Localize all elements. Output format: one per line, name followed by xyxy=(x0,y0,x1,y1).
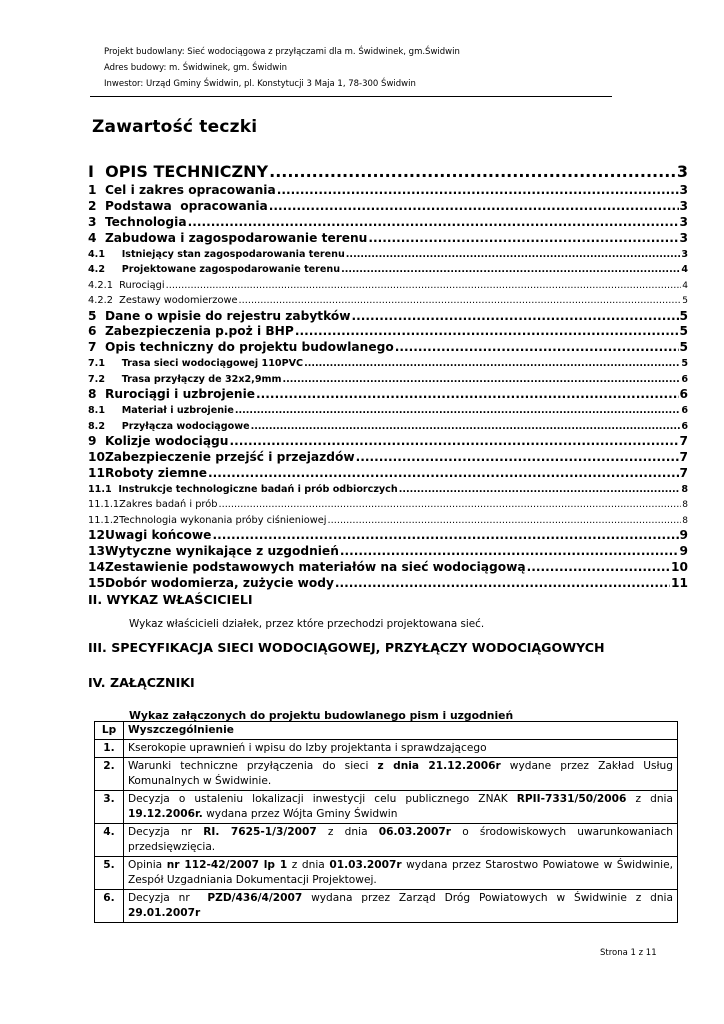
description-text-part: Opinia xyxy=(128,859,167,871)
description-text-part: z dnia xyxy=(316,826,379,838)
toc-entry xyxy=(88,215,688,231)
toc-entry-label: 10Zabezpieczenie przejść i przejazdów xyxy=(88,450,355,465)
page-number-footer: Strona 1 z 11 xyxy=(600,948,657,958)
row-description xyxy=(124,758,678,791)
toc-entry xyxy=(88,560,688,576)
toc-dot-leader xyxy=(340,544,679,560)
toc-entry-label: 15Dobór wodomierza, zużycie wody xyxy=(88,575,334,590)
row-description xyxy=(124,791,678,824)
toc-entry xyxy=(88,513,688,529)
toc-entry-page: 5 xyxy=(681,358,688,370)
toc-entry-page: 3 xyxy=(679,198,688,213)
toc-dot-leader xyxy=(341,262,680,278)
toc-dot-leader xyxy=(269,161,676,183)
header-address-line: Adres budowy: m. Świdwinek, gm. Świdwin xyxy=(104,63,287,73)
description-text-part: Kserokopie uprawnień i wpisu do Izby projektanta i sprawdzającego xyxy=(128,742,487,754)
toc-entry xyxy=(88,161,688,183)
table-row xyxy=(95,758,678,791)
toc-entry-label: 11.1.1Zakres badań i prób xyxy=(88,499,218,511)
row-description xyxy=(124,824,678,857)
toc-entry-label: 12Uwagi końcowe xyxy=(88,528,212,543)
toc-dot-leader xyxy=(277,183,679,199)
toc-entry-label: 8.1 Materiał i uzbrojenie xyxy=(88,405,234,417)
toc-entry xyxy=(88,434,688,450)
toc-entry-page: 5 xyxy=(679,308,688,323)
toc-dot-leader xyxy=(235,403,680,419)
row-number: 5. xyxy=(95,857,124,890)
toc-entry xyxy=(88,231,688,247)
description-bold-part: z dnia 21.12.2006r xyxy=(377,760,501,772)
attachments-header-row xyxy=(95,722,678,740)
toc-entry xyxy=(88,372,688,388)
row-description xyxy=(124,740,678,758)
description-text-part: z dnia xyxy=(287,859,330,871)
toc-entry-label: 6 Zabezpieczenia p.poż i BHP xyxy=(88,324,294,339)
toc-entry-label: 2 Podstawa opracowania xyxy=(88,198,268,213)
toc-entry-label: 8.2 Przyłącza wodociągowe xyxy=(88,420,250,432)
description-text-part: Decyzja nr xyxy=(128,826,204,838)
toc-dot-leader xyxy=(295,324,679,340)
toc-entry xyxy=(88,403,688,419)
toc-entry-page: 7 xyxy=(679,450,688,465)
toc-dot-leader xyxy=(208,466,679,482)
toc-dot-leader xyxy=(346,247,681,263)
toc-entry xyxy=(88,199,688,215)
toc-entry-page: 5 xyxy=(679,324,688,339)
toc-entry-label: 11.1 Instrukcje technologiczne badań i prób odbiorczych xyxy=(88,483,398,495)
toc-entry-label: 4.2.1 Rurociągi xyxy=(88,279,165,291)
toc-dot-leader xyxy=(527,560,670,576)
toc-entry-label: 4.2.2 Zestawy wodomierzowe xyxy=(88,295,238,307)
toc-dot-leader xyxy=(335,576,670,592)
column-header-description: Wyszczególnienie xyxy=(124,722,678,740)
toc-entry-page: 5 xyxy=(679,340,688,355)
toc-entry-label: 1 Cel i zakres opracowania xyxy=(88,183,276,197)
description-text-part: o środowiskowych uwarunkowaniach przedsięwzięcia. xyxy=(128,826,677,853)
page-title: Zawartość teczki xyxy=(92,117,258,137)
description-bold-part: 01.03.2007r xyxy=(329,859,402,871)
toc-dot-leader xyxy=(251,419,681,435)
toc-entry-page: 3 xyxy=(679,183,688,197)
row-description xyxy=(124,890,678,923)
toc-entry-label: 7 Opis techniczny do projektu budowlanego xyxy=(88,340,394,355)
toc-entry xyxy=(88,528,688,544)
table-row xyxy=(95,824,678,857)
toc-entry-label: 4.2 Projektowane zagospodarowanie terenu xyxy=(88,264,341,276)
description-bold-part: 29.01.2007r xyxy=(128,907,201,919)
toc-dot-leader xyxy=(188,215,679,231)
toc-entry-label: 8 Rurociągi i uzbrojenie xyxy=(88,387,256,402)
toc-entry-page: 4 xyxy=(682,280,688,291)
description-bold-part: 19.12.2006r. xyxy=(128,808,203,820)
toc-entry-page: 7 xyxy=(679,434,688,449)
toc-entry xyxy=(88,482,688,498)
description-bold-part: RPII-7331/50/2006 xyxy=(516,793,627,805)
description-text-part: Warunki techniczne przyłączenia do sieci xyxy=(128,760,378,772)
toc-entry-page: 5 xyxy=(682,296,688,307)
toc-entry xyxy=(88,340,688,356)
toc-entry-page: 8 xyxy=(682,500,688,511)
row-number: 3. xyxy=(95,791,124,824)
toc-entry-label: 7.1 Trasa sieci wodociągowej 110PVC xyxy=(88,358,304,370)
toc-entry xyxy=(88,183,688,199)
column-header-lp: Lp xyxy=(95,722,124,740)
section-owners-heading: II. WYKAZ WŁAŚCICIELI xyxy=(88,592,253,607)
description-bold-part: nr 112-42/2007 lp 1 xyxy=(166,859,288,871)
toc-entry-label: 9 Kolizje wodociągu xyxy=(88,434,229,449)
page-header xyxy=(104,44,460,92)
toc-dot-leader xyxy=(212,528,678,544)
section-attachments-heading: IV. ZAŁĄCZNIKI xyxy=(88,675,195,690)
toc-entry xyxy=(88,419,688,435)
description-text-part: Decyzja o ustaleniu lokalizacji inwestycji celu publicznego ZNAK xyxy=(128,793,517,805)
description-text-part: wydana przez Wójta Gminy Świdwin xyxy=(202,808,398,820)
section-specification-heading: III. SPECYFIKACJA SIECI WODOCIĄGOWEJ, PRZYŁĄCZY WODOCIĄGOWYCH xyxy=(88,640,605,655)
toc-entry xyxy=(88,278,688,294)
toc-entry-label: 3 Technologia xyxy=(88,214,187,229)
toc-entry xyxy=(88,324,688,340)
toc-entry-label: I OPIS TECHNICZNY xyxy=(88,162,269,181)
toc-dot-leader xyxy=(166,278,682,294)
toc-entry-page: 6 xyxy=(681,405,688,417)
attachments-table-title: Wykaz załączonych do projektu budowlanego pism i uzgodnień xyxy=(129,709,514,722)
toc-entry-label: 7.2 Trasa przyłączy de 32x2,9mm xyxy=(88,373,282,385)
toc-dot-leader xyxy=(229,434,678,450)
toc-entry-page: 8 xyxy=(682,515,688,526)
description-text-part: z dnia xyxy=(626,793,677,805)
toc-entry-page: 6 xyxy=(681,373,688,385)
toc-entry-label: 13Wytyczne wynikające z uzgodnień xyxy=(88,544,339,559)
toc-dot-leader xyxy=(269,199,679,215)
toc-dot-leader xyxy=(368,231,678,247)
toc-dot-leader xyxy=(283,372,681,388)
table-row xyxy=(95,857,678,890)
toc-entry-page: 3 xyxy=(681,248,688,260)
toc-entry-page: 6 xyxy=(679,387,688,402)
toc-entry-label: 14Zestawienie podstawowych materiałów na sieć wodociągową xyxy=(88,560,526,575)
toc-entry-page: 11 xyxy=(671,575,688,590)
toc-entry-page: 3 xyxy=(679,230,688,245)
toc-entry-page: 7 xyxy=(679,465,688,480)
toc-entry-page: 9 xyxy=(679,544,688,559)
toc-entry-page: 8 xyxy=(681,483,688,495)
toc-dot-leader xyxy=(238,293,681,309)
table-of-contents xyxy=(88,161,688,592)
attachments-table xyxy=(94,721,678,923)
toc-dot-leader xyxy=(256,387,678,403)
toc-dot-leader xyxy=(218,497,681,513)
toc-entry-label: 4 Zabudowa i zagospodarowanie terenu xyxy=(88,230,368,245)
toc-entry xyxy=(88,466,688,482)
toc-dot-leader xyxy=(399,482,681,498)
toc-entry xyxy=(88,262,688,278)
description-bold-part: PZD/436/4/2007 xyxy=(207,892,303,904)
row-number: 2. xyxy=(95,758,124,791)
section-owners-description: Wykaz właścicieli działek, przez które przechodzi projektowana sieć. xyxy=(129,618,485,630)
toc-entry-page: 3 xyxy=(676,162,688,181)
table-row xyxy=(95,740,678,758)
header-investor-line: Inwestor: Urząd Gminy Świdwin, pl. Konstytucji 3 Maja 1, 78-300 Świdwin xyxy=(104,79,416,89)
toc-entry-page: 3 xyxy=(679,214,688,229)
toc-dot-leader xyxy=(356,450,679,466)
toc-entry xyxy=(88,293,688,309)
row-description xyxy=(124,857,678,890)
toc-dot-leader xyxy=(327,513,681,529)
description-text-part: wydana przez Starostwo Powiatowe w Świdwinie, Zespół Uzgadniania Dokumentacji Projektowej. xyxy=(128,859,677,886)
description-text-part: wydana przez Zarząd Dróg Powiatowych w Świdwinie z dnia xyxy=(302,892,677,904)
toc-entry-label: 5 Dane o wpisie do rejestru zabytków xyxy=(88,308,351,323)
header-project-line: Projekt budowlany: Sieć wodociągowa z przyłączami dla m. Świdwinek, gm.Świdwin xyxy=(104,47,460,57)
toc-entry-page: 9 xyxy=(679,528,688,543)
description-bold-part: 06.03.2007r xyxy=(378,826,452,838)
toc-entry xyxy=(88,544,688,560)
description-text-part: wydane przez Zakład Usług Komunalnych w Świdwinie. xyxy=(128,760,677,787)
toc-entry xyxy=(88,450,688,466)
description-text-part: Decyzja nr xyxy=(128,892,208,904)
row-number: 6. xyxy=(95,890,124,923)
row-number: 4. xyxy=(95,824,124,857)
toc-dot-leader xyxy=(352,309,679,325)
toc-entry-page: 10 xyxy=(671,560,688,575)
toc-entry xyxy=(88,497,688,513)
description-bold-part: RI. 7625-1/3/2007 xyxy=(203,826,317,838)
toc-entry-label: 11.1.2Technologia wykonania próby ciśnieniowej xyxy=(88,514,327,526)
row-number: 1. xyxy=(95,740,124,758)
table-row xyxy=(95,890,678,923)
toc-dot-leader xyxy=(304,356,680,372)
toc-entry xyxy=(88,576,688,592)
table-row xyxy=(95,791,678,824)
toc-entry xyxy=(88,356,688,372)
toc-dot-leader xyxy=(395,340,679,356)
toc-entry-page: 6 xyxy=(681,420,688,432)
toc-entry xyxy=(88,309,688,325)
header-divider xyxy=(90,96,612,97)
toc-entry-label: 11Roboty ziemne xyxy=(88,465,208,480)
toc-entry-label: 4.1 Istniejący stan zagospodarowania terenu xyxy=(88,248,345,260)
toc-entry-page: 4 xyxy=(681,264,688,276)
toc-entry xyxy=(88,247,688,263)
toc-entry xyxy=(88,387,688,403)
